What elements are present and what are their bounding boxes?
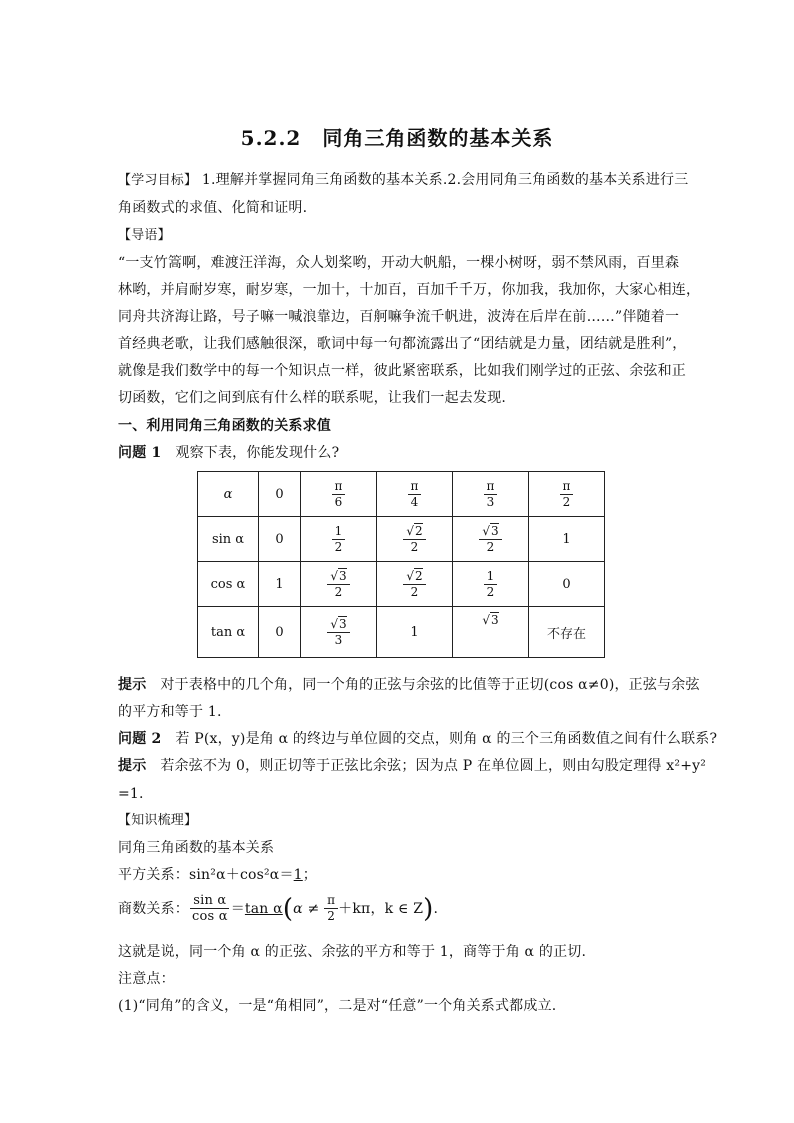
knowledge-label: 【知识梳理】 xyxy=(118,813,198,828)
guide-line-5: 就像是我们数学中的每一个知识点一样，彼此紧密联系，比如我们刚学过的正弦、余弦和正 xyxy=(118,363,686,379)
hint-2-line-2: =1. xyxy=(118,786,144,802)
hint-1-line-2: 的平方和等于 1. xyxy=(118,704,222,720)
row-label-alpha: α xyxy=(198,472,259,517)
question-2 xyxy=(118,729,717,749)
square-relation: 平方关系：sin²α＋cos²α＝1； xyxy=(118,867,317,883)
question-1 xyxy=(118,443,339,463)
cell: 0 xyxy=(259,607,301,658)
guide-line-1: “一支竹篙啊，难渡汪洋海，众人划桨哟，开动大帆船，一棵小树呀，弱不禁风雨，百里森 xyxy=(118,255,680,271)
row-label-cos: cos α xyxy=(198,562,259,607)
hint-1-text-1: 对于表格中的几个角，同一个角的正弦与余弦的比值等于正切(cos α≠0)，正弦与余弦 xyxy=(160,677,700,693)
table-row xyxy=(198,562,605,607)
cell: √3 xyxy=(453,607,529,658)
row-label-tan: tan α xyxy=(198,607,259,658)
guide-label: 【导语】 xyxy=(118,228,171,243)
trig-values-table xyxy=(197,471,605,658)
guide-line-2: 林哟，并肩耐岁寒，耐岁寒，一加十，十加百，百加千千万，你加我，我加你，大家心相连， xyxy=(118,282,701,298)
question-2-label: 问题 2 xyxy=(118,731,162,747)
table-row xyxy=(198,607,605,658)
quotient-label: 商数关系： xyxy=(118,900,189,917)
question-1-text: 观察下表，你能发现什么? xyxy=(175,445,340,461)
cell: $\frac{1}{2}$ xyxy=(301,517,377,562)
quotient-relation: 商数关系： $\frac{\text{sin α}}{\text{cos α}}$ ＝ tan α ( α ≠ $\frac{\pi}{2}$ ＋kπ，k ∈ Z ) . xyxy=(118,893,439,924)
cell: $\frac{√3}{2}$ xyxy=(301,562,377,607)
cell: 1 xyxy=(529,517,605,562)
cell: $\frac{\pi}{3}$ xyxy=(453,472,529,517)
square-label: 平方关系： xyxy=(118,867,189,883)
section-heading-1: 一、利用同角三角函数的关系求值 xyxy=(118,418,331,434)
hint-1-line-1 xyxy=(118,675,700,695)
cell: $\frac{√3}{2}$ xyxy=(453,517,529,562)
notes-label: 注意点： xyxy=(118,971,175,987)
summary-text: 这就是说，同一个角 α 的正弦、余弦的平方和等于 1，商等于角 α 的正切. xyxy=(118,944,587,960)
cell: $\frac{√3}{3}$ xyxy=(301,607,377,658)
hint-2-label: 提示 xyxy=(118,758,147,774)
question-1-label: 问题 1 xyxy=(118,445,162,461)
hint-2-text-1: 若余弦不为 0，则正切等于正弦比余弦；因为点 P 在单位圆上，则由勾股定理得 x²+y² xyxy=(160,758,707,774)
cell: 不存在 xyxy=(529,607,605,658)
cell: $\frac{1}{2}$ xyxy=(453,562,529,607)
cell: 0 xyxy=(529,562,605,607)
cell: $\frac{\pi}{2}$ xyxy=(529,472,605,517)
quotient-fraction: $\frac{\text{sin α}}{\text{cos α}}$ xyxy=(192,893,228,924)
quotient-answer: tan α xyxy=(244,900,283,917)
guide-line-3: 同舟共济海让路，号子嘛一喊浪靠边，百舸嘛争流千帆进，波涛在后岸在前……”伴随着一 xyxy=(118,309,680,325)
question-2-text: 若 P(x，y)是角 α 的终边与单位圆的交点，则角 α 的三个三角函数值之间有什么联系? xyxy=(175,731,718,747)
cell: $\frac{\pi}{6}$ xyxy=(301,472,377,517)
objectives-line-1 xyxy=(118,170,688,191)
condition-fraction: $\frac{\pi}{2}$ xyxy=(324,893,338,924)
table-row xyxy=(198,517,605,562)
hint-2-line-1 xyxy=(118,756,706,776)
cell: 0 xyxy=(259,517,301,562)
row-label-sin: sin α xyxy=(198,517,259,562)
objectives-line-2: 角函数式的求值、化简和证明. xyxy=(118,200,308,216)
cell: 1 xyxy=(377,607,453,658)
note-1: (1)“同角”的含义，一是“角相同”，二是对“任意”一个角关系式都成立. xyxy=(118,998,557,1014)
cell: $\frac{√2}{2}$ xyxy=(377,562,453,607)
cell: 1 xyxy=(259,562,301,607)
cell: $\frac{√2}{2}$ xyxy=(377,517,453,562)
knowledge-heading: 同角三角函数的基本关系 xyxy=(118,840,275,856)
objectives-text-1: 1.理解并掌握同角三角函数的基本关系.2.会用同角三角函数的基本关系进行三 xyxy=(201,172,689,188)
cell: 0 xyxy=(259,472,301,517)
square-formula: sin²α＋cos²α＝ xyxy=(189,867,294,883)
page-title: 5.2.2 同角三角函数的基本关系 xyxy=(240,126,554,150)
guide-line-4: 首经典老歌，让我们感触很深，歌词中每一句都流露出了“团结就是力量，团结就是胜利”， xyxy=(118,336,687,352)
hint-1-label: 提示 xyxy=(118,677,147,693)
guide-line-6: 切函数，它们之间到底有什么样的联系呢，让我们一起去发现. xyxy=(118,390,507,406)
cell: $\frac{\pi}{4}$ xyxy=(377,472,453,517)
table-row xyxy=(198,472,605,517)
square-answer: 1 xyxy=(293,867,303,883)
objectives-label: 【学习目标】 xyxy=(118,173,198,188)
